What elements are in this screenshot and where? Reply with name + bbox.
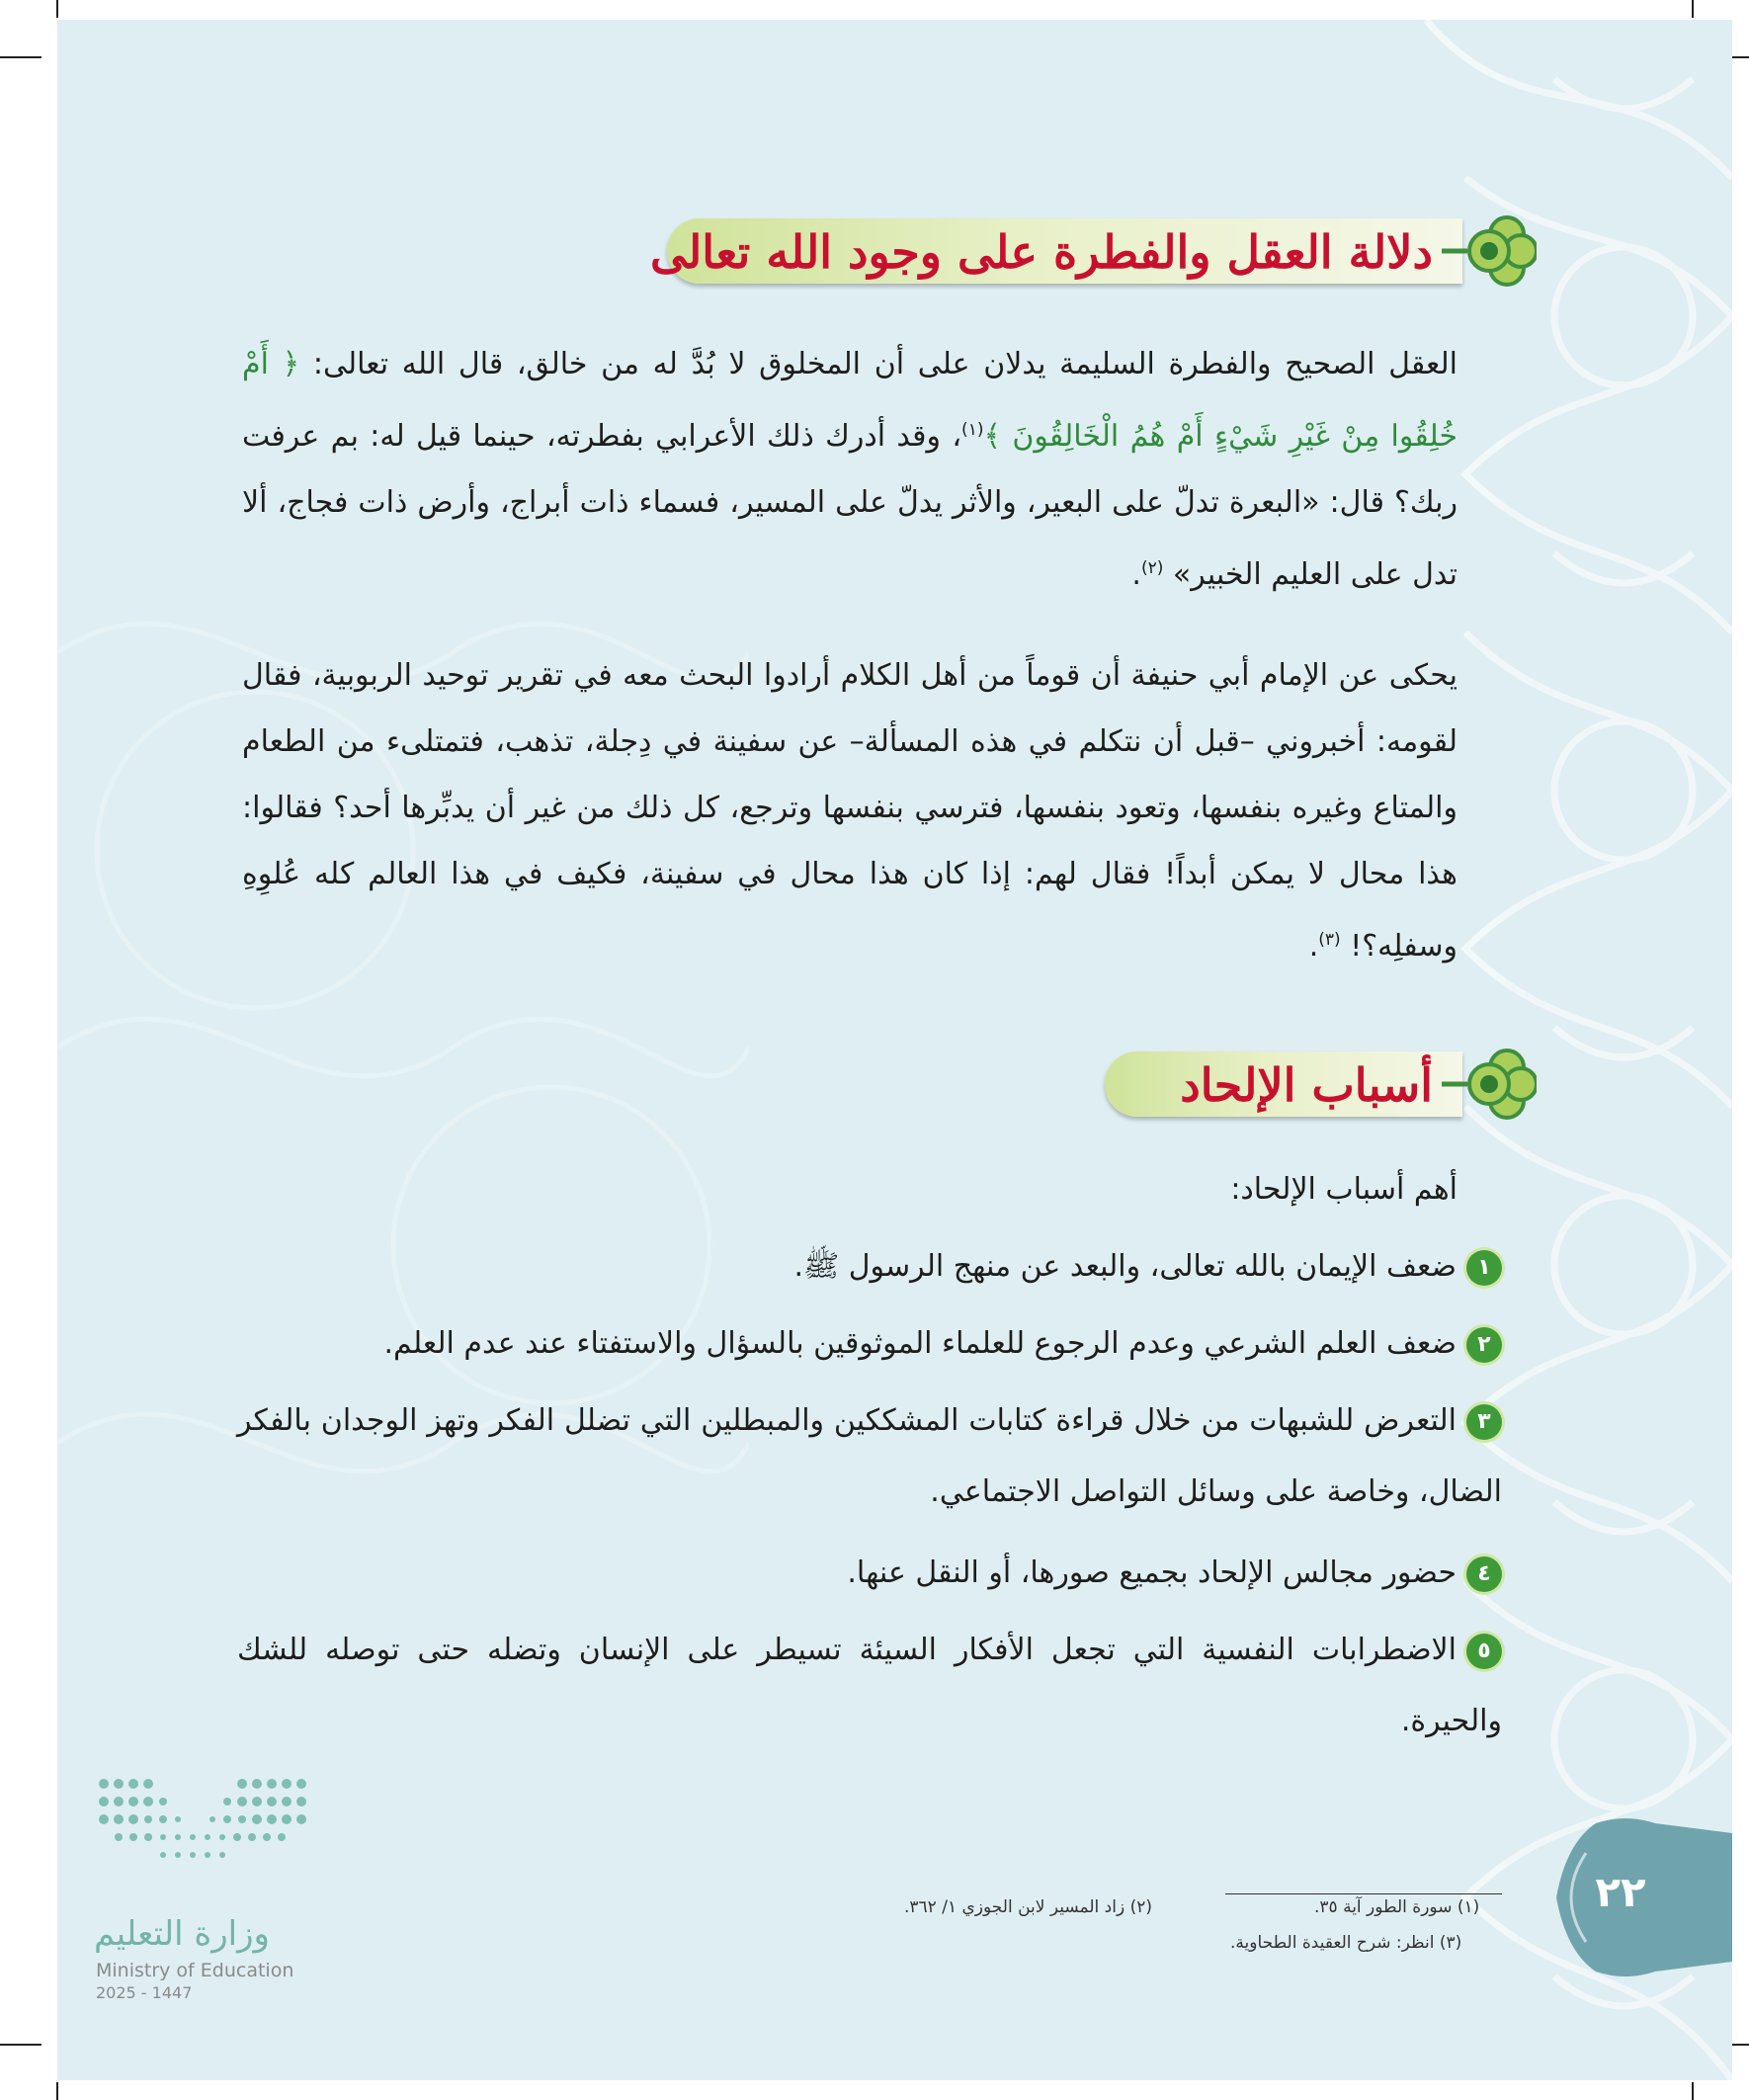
paragraph-text: يحكى عن الإمام أبي حنيفة أن قوماً من أهل الكلام أرادوا البحث معه في تقرير توحيد الربوبية، فقال لقومه: أخبروني –قبل أن نتكلم في هذه المسألة– عن سفينة في دِجلة، تذهب، فتمتلىء من الطعام والمتاع وغيره بنفسها، وتعود بنفسها، فترسي بنفسها وترجع، كل ذلك من غير أن يدبِّرها أحد؟ فقالوا: هذا محال لا يمكن أبداً! فقال لهم: إذا كان هذا محال في سفينة، فكيف في هذا العالم كله عُلوِهِ وسفلِه؟! bbox=[242, 658, 1458, 964]
crop-mark bbox=[1692, 0, 1694, 18]
item-number-badge: ٥ bbox=[1466, 1634, 1502, 1669]
item-number-badge: ٢ bbox=[1466, 1327, 1502, 1363]
footnote-ref: (٢) bbox=[1140, 558, 1164, 578]
ministry-logo-icon bbox=[94, 1774, 321, 1912]
footnote-ref: (١) bbox=[961, 420, 984, 440]
list-item bbox=[237, 1386, 1502, 1528]
clover-ornament-icon bbox=[1438, 1046, 1537, 1123]
causes-intro: أهم أسباب الإلحاد: bbox=[1230, 1172, 1458, 1207]
crop-mark bbox=[56, 2082, 58, 2100]
paragraph-text: ، وقد أدرك ذلك الأعرابي بفطرته، حينما قيل له: بم عرفت ربك؟ قال: «البعرة تدلّ على البعير، والأثر يدلّ على المسير، فسماء ذات أبراج، وأرض ذات فجاج، ألا تدل على العليم الخبير» bbox=[242, 419, 1458, 592]
list-item bbox=[237, 1308, 1502, 1380]
item-text: ضعف العلم الشرعي وعدم الرجوع للعلماء الموثوقين بالسؤال والاستفتاء عند عدم العلم. bbox=[383, 1326, 1457, 1361]
list-item bbox=[237, 1615, 1502, 1757]
item-text: التعرض للشبهات من خلال قراءة كتابات المشككين والمبطلين التي تضلل الفكر وتهز الوجدان بالفكر الضال، وخاصة على وسائل التواصل الاجتماعي. bbox=[237, 1403, 1502, 1509]
ministry-name-arabic: وزارة التعليم bbox=[94, 1914, 270, 1954]
item-number-badge: ١ bbox=[1466, 1250, 1502, 1286]
section-header-evidence bbox=[649, 212, 1537, 290]
crop-mark bbox=[0, 56, 42, 58]
section-header-causes bbox=[1105, 1046, 1537, 1123]
list-item bbox=[237, 1231, 1502, 1302]
paragraph-text: . bbox=[1308, 929, 1319, 964]
footnote: (٣) انظر: شرح العقيدة الطحاوية. bbox=[1230, 1933, 1462, 1953]
item-number-badge: ٣ bbox=[1466, 1404, 1502, 1440]
section-title: أسباب الإلحاد bbox=[1180, 1058, 1433, 1112]
paragraph-text: . bbox=[1131, 557, 1141, 592]
page-number: ٢٢ bbox=[1595, 1868, 1646, 1916]
quran-verse: ﴿ أَمْ خُلِقُوا مِنْ غَيْرِ شَيْءٍ أَمْ هُمُ الْخَالِقُونَ ﴾ bbox=[242, 347, 1458, 454]
footnote-divider bbox=[1225, 1893, 1502, 1894]
paragraph-abu-hanifa bbox=[242, 642, 1458, 979]
section-title: دلالة العقل والفطرة على وجود الله تعالى bbox=[649, 225, 1433, 279]
crop-mark bbox=[0, 2044, 42, 2046]
crop-mark bbox=[56, 0, 58, 18]
clover-ornament-icon bbox=[1438, 212, 1537, 290]
item-text: الاضطرابات النفسية التي تجعل الأفكار السيئة تسيطر على الإنسان وتضله حتى توصله للشك والحيرة. bbox=[237, 1633, 1502, 1738]
ministry-name-english: Ministry of Education bbox=[96, 1960, 294, 1981]
crop-mark bbox=[1692, 2082, 1694, 2100]
ministry-year: 2025 - 1447 bbox=[96, 1983, 193, 2002]
item-text: حضور مجالس الإلحاد بجميع صورها، أو النقل عنها. bbox=[847, 1555, 1457, 1590]
footnote: (٢) زاد المسير لابن الجوزي ١/ ٣٦٢. bbox=[904, 1897, 1152, 1917]
item-text: ضعف الإيمان بالله تعالى، والبعد عن منهج الرسول ﷺ. bbox=[793, 1249, 1457, 1284]
list-item bbox=[237, 1538, 1502, 1609]
item-number-badge: ٤ bbox=[1466, 1556, 1502, 1592]
footnote: (١) سورة الطور آية ٣٥. bbox=[1314, 1897, 1480, 1917]
paragraph-text: العقل الصحيح والفطرة السليمة يدلان على أن المخلوق لا بُدَّ له من خالق، قال الله تعالى: bbox=[299, 347, 1458, 381]
paragraph-evidence bbox=[242, 331, 1458, 608]
footnote-ref: (٣) bbox=[1318, 930, 1341, 950]
